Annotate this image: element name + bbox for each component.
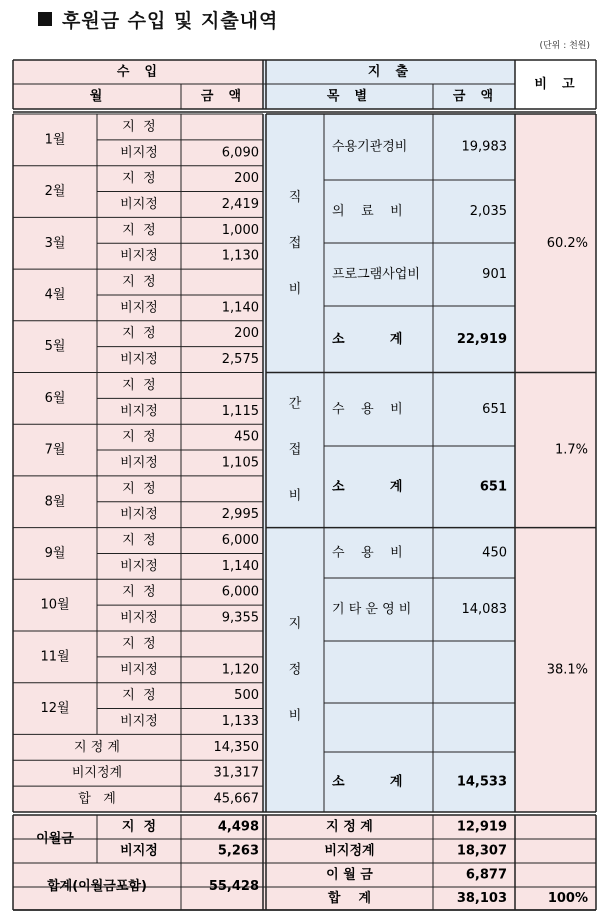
direct-label-char: 비 [288, 281, 302, 297]
direct-subtotal: 22,919 [456, 331, 507, 347]
designated-label: 지 정 [122, 171, 156, 187]
exp-total-label: 합 계 [327, 890, 372, 906]
non-designated-amount: 1,140 [221, 558, 259, 574]
amount-header: 금 액 [200, 89, 244, 104]
non-designated-amount: 2,575 [221, 352, 259, 368]
designated-label: 지 정 [122, 533, 156, 549]
non-designated-amount: 2,419 [221, 196, 259, 212]
exp-carryover: 6,877 [465, 867, 507, 883]
indirect-subtotal: 651 [479, 479, 507, 495]
unit-label: (단위 : 천원) [539, 41, 590, 51]
exp-total-note: 100% [547, 890, 588, 906]
non-designated-label: 비지정 [120, 662, 158, 678]
grand-total: 55,428 [208, 878, 259, 894]
designated-label: 지 정 [122, 119, 156, 135]
non-designated-total-label: 비지정계 [71, 765, 123, 781]
month-label: 1월 [44, 132, 66, 148]
carry-designated: 4,498 [217, 819, 259, 835]
non-designated-label: 비지정 [120, 558, 158, 574]
non-designated-amount: 9,355 [221, 610, 259, 626]
exp-non-designated-total: 18,307 [456, 843, 507, 859]
indirect-label-char: 비 [288, 488, 302, 504]
non-designated-label: 비지정 [120, 403, 158, 419]
direct-item-amount: 901 [482, 267, 507, 282]
designated-label: 지 정 [122, 481, 156, 497]
designated-label-char: 비 [288, 708, 302, 724]
non-designated-amount: 1,133 [221, 713, 259, 729]
month-label: 7월 [44, 442, 66, 458]
non-designated-label: 비지정 [120, 300, 158, 316]
indirect-item-name: 수 용 비 [332, 401, 403, 417]
designated-note: 38.1% [546, 662, 588, 678]
note-header: 비 고 [534, 77, 577, 92]
month-label: 5월 [44, 339, 66, 355]
direct-label-char: 직 [288, 189, 302, 205]
grand-total-label: 합계(이월금포함) [47, 878, 147, 894]
note-body-bg [515, 114, 596, 812]
month-label: 11월 [40, 649, 70, 665]
amount2-header: 금 액 [452, 89, 496, 104]
designated-label: 지 정 [122, 636, 156, 652]
income-total: 45,667 [213, 791, 259, 807]
non-designated-label: 비지정 [120, 610, 158, 626]
carry-non-designated: 5,263 [217, 843, 259, 859]
direct-label-char: 접 [288, 235, 302, 251]
indirect-subtotal-label: 소 계 [332, 479, 403, 495]
non-designated-amount: 6,090 [221, 145, 259, 161]
non-designated-label: 비지정 [120, 507, 158, 523]
indirect-note: 1.7% [554, 442, 588, 458]
month-label: 10월 [40, 597, 70, 613]
direct-item-name: 프로그램사업비 [332, 267, 420, 282]
month-label: 9월 [44, 545, 66, 561]
designated-amount: 6,000 [221, 533, 259, 549]
non-designated-label: 비지정 [120, 713, 158, 729]
direct-item-name: 의 료 비 [332, 204, 403, 219]
designated-label: 지 정 [122, 688, 156, 704]
direct-item-amount: 19,983 [461, 139, 507, 155]
non-designated-amount: 1,140 [221, 300, 259, 316]
title-text: 후원금 수입 및 지출내역 [62, 10, 279, 32]
month-label: 4월 [44, 287, 66, 303]
designated-amount: 450 [234, 429, 259, 445]
indirect-item-amount: 651 [482, 401, 507, 417]
designated-amount: 200 [234, 326, 259, 342]
carry-designated-label: 지 정 [121, 819, 157, 835]
non-designated-amount: 1,105 [221, 455, 259, 471]
month-label: 6월 [44, 390, 66, 406]
indirect-label-char: 간 [288, 396, 302, 412]
designated-amount: 500 [234, 688, 259, 704]
month-label: 8월 [44, 494, 66, 510]
non-designated-amount: 2,995 [221, 507, 259, 523]
designated-subtotal: 14,533 [456, 774, 507, 790]
direct-note: 60.2% [546, 235, 588, 251]
non-designated-label: 비지정 [120, 455, 158, 471]
non-designated-amount: 1,130 [221, 248, 259, 264]
non-designated-total: 31,317 [213, 765, 259, 781]
designated-label: 지 정 [122, 377, 156, 393]
designated-amount: 200 [234, 171, 259, 187]
designated-item-name: 수 용 비 [332, 545, 403, 561]
designated-subtotal-label: 소 계 [332, 774, 403, 790]
month-header: 월 [89, 89, 105, 104]
direct-item-amount: 2,035 [469, 204, 507, 219]
designated-label: 지 정 [122, 584, 156, 600]
designated-label: 지 정 [122, 326, 156, 342]
income-total-label: 합 계 [78, 791, 116, 807]
designated-label: 지 정 [122, 429, 156, 445]
month-label: 2월 [44, 184, 66, 200]
designated-label-char: 정 [288, 662, 302, 678]
exp-designated-total: 12,919 [456, 819, 507, 835]
non-designated-label: 비지정 [120, 145, 158, 161]
non-designated-amount: 1,120 [221, 662, 259, 678]
income-header: 수 입 [116, 64, 160, 80]
direct-item-name: 수용기관경비 [332, 139, 408, 155]
designated-amount: 6,000 [221, 584, 259, 600]
designated-item-amount: 450 [482, 545, 507, 561]
designated-total-label: 지 정 계 [74, 739, 120, 755]
designated-label-char: 지 [288, 616, 302, 632]
designated-item-name: 기 타 운 영 비 [332, 602, 412, 617]
exp-designated-total-label: 지 정 계 [326, 819, 373, 835]
exp-carryover-label: 이 월 금 [326, 867, 373, 883]
exp-total: 38,103 [456, 890, 507, 906]
designated-item-amount: 14,083 [461, 602, 507, 617]
indirect-label-char: 접 [288, 442, 302, 458]
designated-label: 지 정 [122, 222, 156, 238]
month-label: 3월 [44, 235, 66, 251]
non-designated-label: 비지정 [120, 196, 158, 212]
month-label: 12월 [40, 701, 70, 717]
non-designated-label: 비지정 [120, 352, 158, 368]
category-header: 목 별 [326, 89, 370, 104]
exp-non-designated-total-label: 비지정계 [324, 843, 375, 859]
non-designated-amount: 1,115 [221, 403, 259, 419]
carry-non-designated-label: 비지정 [120, 843, 158, 859]
carryover-label: 이월금 [36, 831, 74, 847]
non-designated-label: 비지정 [120, 248, 158, 264]
direct-subtotal-label: 소 계 [332, 331, 403, 347]
expense-header: 지 출 [367, 64, 411, 80]
designated-label: 지 정 [122, 274, 156, 290]
designated-total: 14,350 [213, 739, 259, 755]
designated-amount: 1,000 [221, 222, 259, 238]
